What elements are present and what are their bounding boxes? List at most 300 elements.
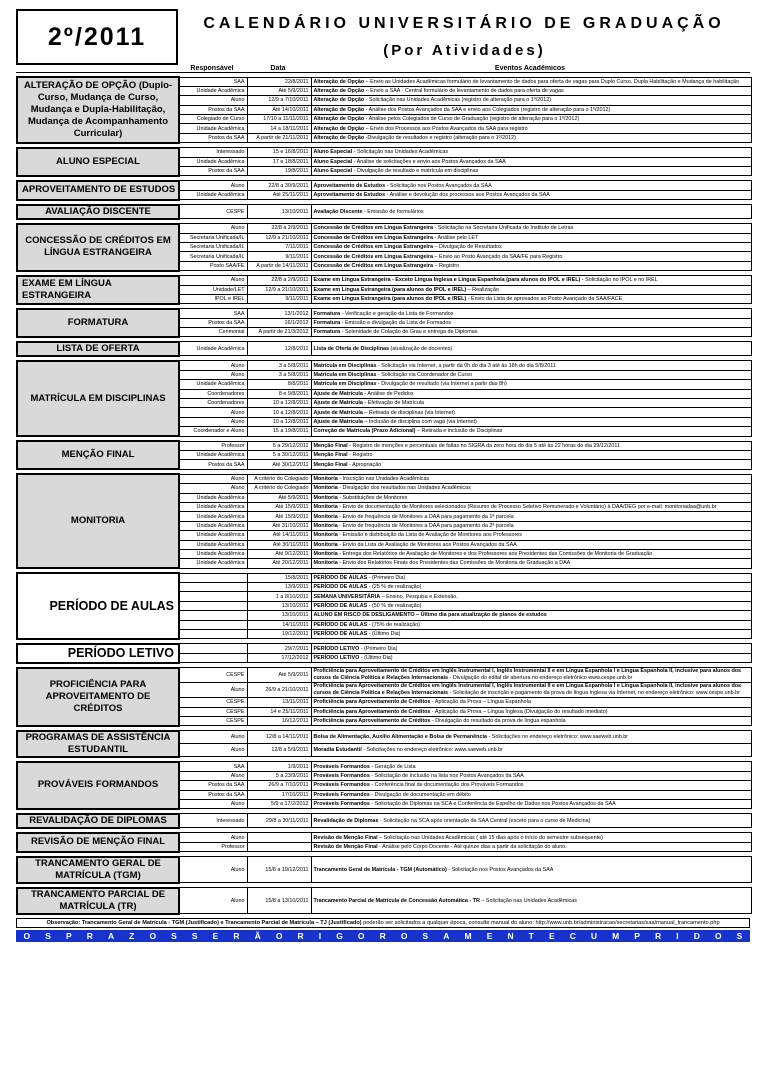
event-description: - Solicitações no endereço eletrônico: www.saeweb.unb.br bbox=[361, 747, 503, 754]
date-cell: 10 a 12/8/2011 bbox=[247, 399, 311, 408]
responsible-cell: CESPE bbox=[179, 668, 247, 683]
responsible-cell: Unidade Acadêmica bbox=[179, 502, 247, 511]
event-title: Monitoria bbox=[313, 522, 338, 529]
date-cell: 22/8 a 2/9/2011 bbox=[247, 224, 311, 233]
event-cell bbox=[311, 408, 751, 417]
date-cell: A critério do Colegiado bbox=[247, 474, 311, 483]
responsible-cell: Unidade Acadêmica bbox=[179, 549, 247, 558]
section-15 bbox=[16, 761, 752, 810]
date-cell: Até 30/12/2011 bbox=[247, 460, 311, 469]
event-description: - Geração de Lista bbox=[369, 763, 416, 770]
date-cell: 15 e 16/8/2011 bbox=[247, 148, 311, 157]
event-title: PERÍODO DE AULAS bbox=[313, 631, 368, 638]
category-label: PERÍODO LETIVO bbox=[17, 644, 179, 663]
event-title: Aluno Especial bbox=[313, 158, 353, 165]
event-cell bbox=[311, 630, 751, 639]
event-cell bbox=[311, 389, 751, 398]
column-header-data: Data bbox=[246, 65, 310, 73]
date-cell: 14/11/2011 bbox=[247, 620, 311, 629]
event-cell bbox=[311, 620, 751, 629]
footer-letter: Ã bbox=[254, 930, 261, 941]
date-cell: Até 14/11/2011 bbox=[247, 531, 311, 540]
category-label: MENÇÃO FINAL bbox=[17, 441, 179, 469]
event-title: Monitoria bbox=[313, 513, 338, 520]
column-header-eventos: Eventos Acadêmicos bbox=[310, 65, 750, 73]
event-cell bbox=[311, 521, 751, 530]
event-title: Monitoria bbox=[313, 551, 338, 558]
responsible-cell: Unidade Acadêmica bbox=[179, 521, 247, 530]
event-title: Formatura bbox=[313, 329, 341, 336]
event-cell bbox=[311, 762, 751, 771]
event-description: - Divulgação de documentação em débito bbox=[369, 791, 471, 798]
footer-letter: R bbox=[297, 930, 304, 941]
category-label: EXAME EM LÍNGUA ESTRANGEIRA bbox=[17, 276, 179, 304]
event-cell bbox=[311, 460, 751, 469]
event-title: Monitoria bbox=[313, 503, 338, 510]
date-cell: 5 a 29/12/2011 bbox=[247, 441, 311, 450]
event-cell bbox=[311, 573, 751, 582]
responsible-cell bbox=[179, 644, 247, 653]
event-title: Proficiência para Aproveitamento de Créditos bbox=[313, 708, 431, 715]
date-cell: 15/8 a 13/10/2011 bbox=[247, 888, 311, 914]
event-title: Aluno Especial bbox=[313, 168, 353, 175]
footer-letter: E bbox=[486, 930, 493, 941]
event-description: - Divulgação do resultado da prova de língua espanhola bbox=[430, 718, 566, 725]
footer-letter: R bbox=[655, 930, 662, 941]
event-cell bbox=[311, 285, 751, 294]
event-row bbox=[17, 668, 751, 683]
date-cell: A partir de 14/11/2011 bbox=[247, 261, 311, 270]
event-description: - Solicitação de Diplomas na SCA e Conferência de Espelho de Dados nos Postos Avançados da SAA bbox=[369, 801, 616, 808]
date-cell: 17/10/2011 bbox=[247, 790, 311, 799]
date-cell: 22/8 a 30/9/2011 bbox=[247, 181, 311, 190]
event-description: - Aplicação da Prova – Língua Inglesa (Divulgação do resultado imediato) bbox=[430, 708, 608, 715]
event-row bbox=[17, 888, 751, 914]
event-description: - Entrega dos Relatórios de Avaliação de Monitores e dos Professores aos Presidentes das Comissões de Monitoria de Graduação bbox=[337, 551, 653, 558]
responsible-cell bbox=[179, 592, 247, 601]
event-title: Aluno Especial bbox=[313, 149, 353, 156]
event-description: – Retirada de disciplinas (via Internet) bbox=[362, 409, 455, 416]
date-cell: A critério do Colegiado bbox=[247, 484, 311, 493]
responsible-cell: Unidade Acadêmica bbox=[179, 157, 247, 166]
event-description: - Envio da Lista de Avaliação de Monitores aos Postos Avançados da SAA bbox=[337, 541, 517, 548]
event-title: Alteração de Opção bbox=[313, 116, 365, 123]
responsible-cell: Aluno bbox=[179, 683, 247, 698]
event-description: – Registro bbox=[433, 262, 460, 269]
event-description: -Divulgação de resultados e registro (alteração para o 1º/2012) bbox=[364, 135, 516, 142]
event-row bbox=[17, 181, 751, 190]
event-title: Proficiência para Aproveitamento de Créditos bbox=[313, 699, 431, 706]
event-description: - Envio dos Relatórios Finais dos Presidentes das Comissões de Monitoria de Graduação a DAA bbox=[337, 560, 571, 567]
event-cell bbox=[311, 744, 751, 757]
event-description: - (Último Dia) bbox=[359, 655, 393, 661]
responsible-cell: Interessado bbox=[179, 148, 247, 157]
event-description: - Verificação e geração da Lista de Formandos bbox=[340, 310, 454, 317]
event-title: Ajuste de Matrícula bbox=[313, 400, 363, 407]
event-description: - (75% de realização) bbox=[367, 621, 420, 628]
event-description: - Conferência final de documentação dos Prováveis Formandos bbox=[369, 782, 524, 789]
date-cell: 5 a 23/9/2011 bbox=[247, 771, 311, 780]
event-description: - Solicitação de inscrição e pagamento da prova de língua inglesa via Internet, no endereço eletrônico: www.cespe.unb.br bbox=[448, 690, 740, 697]
responsible-cell: Unidade Acadêmica bbox=[179, 559, 247, 568]
event-title: Concessão de Créditos em Língua Estrangeira bbox=[313, 234, 434, 241]
date-cell bbox=[247, 833, 311, 842]
responsible-cell: Aluno bbox=[179, 888, 247, 914]
date-cell: Até 25/11/2011 bbox=[247, 190, 311, 199]
date-cell: 13/10/2011 bbox=[247, 601, 311, 610]
responsible-cell: Aluno bbox=[179, 474, 247, 483]
section-19 bbox=[16, 887, 752, 915]
event-title: Monitoria bbox=[313, 541, 338, 548]
date-cell: A partir de 21/3/2012 bbox=[247, 328, 311, 337]
event-description: – Realização bbox=[466, 286, 499, 293]
date-cell: 10 a 12/8/2011 bbox=[247, 408, 311, 417]
event-title: Concessão de Créditos em Língua Estrangeira bbox=[313, 244, 434, 251]
event-description: – Solicitação nas Unidades Acadêmicas ( até 15 dias após o início do semestre subsequente) bbox=[377, 834, 603, 841]
event-description: - Solicitação nos Postos Avançados da SAA bbox=[385, 182, 492, 189]
event-description: - Aplicação da Prova – Língua Espanhola bbox=[430, 699, 531, 706]
date-cell: 17 e 18/8/2011 bbox=[247, 157, 311, 166]
section-16 bbox=[16, 813, 752, 829]
event-description: - Divulgação de resultado e matrícula em disciplinas bbox=[352, 168, 479, 175]
event-title: Alteração de Opção bbox=[313, 97, 365, 104]
header-spacer bbox=[16, 65, 178, 73]
event-description: – Solicitação nas Unidades Acadêmicas bbox=[479, 897, 577, 904]
event-cell bbox=[311, 540, 751, 549]
date-cell: 1 a 8/10/2011 bbox=[247, 592, 311, 601]
event-title: Menção Final bbox=[313, 442, 348, 449]
footer-letter: Z bbox=[129, 930, 135, 941]
event-cell bbox=[311, 771, 751, 780]
event-title: Monitoria bbox=[313, 485, 338, 492]
event-row bbox=[17, 441, 751, 450]
date-cell: Até 15/9/2011 bbox=[247, 502, 311, 511]
event-description: - Solicitação na SCA após orientação da SAA Central (exceto para o curso de Medicina) bbox=[378, 817, 591, 824]
event-title: Proficiência para Aproveitamento de Créditos bbox=[313, 718, 431, 725]
footer-letter: R bbox=[86, 930, 93, 941]
event-title: Concessão de Créditos em Língua Estrangeira bbox=[313, 225, 434, 232]
date-cell: 15 a 19/8/2011 bbox=[247, 427, 311, 436]
section-12 bbox=[16, 643, 752, 664]
responsible-cell: Aluno bbox=[179, 417, 247, 426]
event-description: - Emissão e distribuição da Lista de Avaliação de Monitores aos Professores bbox=[337, 532, 522, 539]
event-title: Monitoria bbox=[313, 560, 338, 567]
event-title: ALUNO EM RISCO DE DESLIGAMENTO – Último dia para atualização de planos de estudos bbox=[313, 612, 547, 619]
event-description: - (Último Dia) bbox=[367, 631, 401, 638]
section-9 bbox=[16, 440, 752, 470]
footer-letter: O bbox=[400, 930, 408, 941]
event-title: Menção Final bbox=[313, 452, 348, 459]
responsible-cell bbox=[179, 601, 247, 610]
event-description: - Inscrição nas Unidades Acadêmicas bbox=[337, 475, 430, 482]
responsible-cell: Secretaria Unificada/IL bbox=[179, 252, 247, 261]
section-2 bbox=[16, 180, 752, 201]
date-cell: 22/8/2011 bbox=[247, 77, 311, 86]
event-description: - Análise pelo LET bbox=[433, 234, 479, 241]
event-description: – Divulgação de Resultados bbox=[433, 244, 502, 251]
event-description: - Envio de documentação de Monitores selecionados (Resumo de Processo Seletivo Remunerado e Voluntário) à DAA/DEG por e-mail: monitoriadaa@unb.br bbox=[337, 503, 717, 510]
event-row bbox=[17, 361, 751, 370]
date-cell: 14 a 18/11/2011 bbox=[247, 124, 311, 133]
event-title: PERÍODO DE AULAS bbox=[313, 621, 368, 628]
date-cell: Até 5/9/2011 bbox=[247, 668, 311, 683]
footer-letter: D bbox=[693, 930, 700, 941]
event-description: - Envio da Lista de aprovados ao Posto Avançado da SAA/FACE bbox=[466, 296, 623, 303]
responsible-cell: Aluno bbox=[179, 361, 247, 370]
event-description: - Divulgação de resultado (via Internet a partir das 8h) bbox=[376, 381, 507, 388]
event-cell bbox=[311, 370, 751, 379]
responsible-cell: Posto SAA/FE bbox=[179, 261, 247, 270]
event-cell bbox=[311, 318, 751, 327]
category-label: TRANCAMENTO PARCIAL DE MATRÍCULA (TR) bbox=[17, 888, 179, 914]
event-title: Monitoria bbox=[313, 475, 338, 482]
event-description: – Inclusão de disciplina com vaga (via Internet) bbox=[362, 419, 477, 426]
footer-letter: U bbox=[590, 930, 598, 941]
responsible-cell: Secretaria Unificada/IL bbox=[179, 233, 247, 242]
calendar-subtitle: (Por Atividades) bbox=[383, 42, 546, 60]
event-title: Formatura bbox=[313, 310, 341, 317]
date-cell: Até 14/10/2011 bbox=[247, 105, 311, 114]
section-7 bbox=[16, 341, 752, 357]
event-title: Prováveis Formandos bbox=[313, 801, 370, 808]
date-cell: 22/8 a 2/9/2011 bbox=[247, 276, 311, 285]
event-cell bbox=[311, 549, 751, 558]
event-title: Revisão de Menção Final bbox=[313, 834, 378, 841]
responsible-cell: Aluno bbox=[179, 833, 247, 842]
event-cell bbox=[311, 484, 751, 493]
category-label: ALUNO ESPECIAL bbox=[17, 148, 179, 176]
event-cell bbox=[311, 611, 751, 620]
date-cell: 12/8/2011 bbox=[247, 342, 311, 356]
event-cell bbox=[311, 105, 751, 114]
footer-letter: S bbox=[191, 930, 198, 941]
footer-letter: S bbox=[45, 930, 51, 941]
event-cell bbox=[311, 224, 751, 233]
category-label: TRANCAMENTO GERAL DE MATRÍCULA (TGM) bbox=[17, 857, 179, 883]
responsible-cell bbox=[179, 653, 247, 662]
event-title: Revisão de Menção Final bbox=[313, 843, 378, 850]
event-title: Prováveis Formandos bbox=[313, 791, 370, 798]
event-row bbox=[17, 474, 751, 483]
responsible-cell: Unidade Acadêmica bbox=[179, 380, 247, 389]
responsible-cell bbox=[179, 611, 247, 620]
responsible-cell: Aluno bbox=[179, 731, 247, 744]
footer-letter: G bbox=[336, 930, 343, 941]
event-description: – Envio as Unidades Acadêmicas formulário de levantamento de dados para oferta de vagas para Duplo Curso, Dupla Habilitação e Mudança de habilitação bbox=[364, 78, 740, 85]
date-cell: 12/9 a 21/10/2011 bbox=[247, 233, 311, 242]
date-cell: 13/10/2011 bbox=[247, 205, 311, 219]
section-11 bbox=[16, 572, 752, 640]
responsible-cell: Coordenador e Aluno bbox=[179, 427, 247, 436]
header-table bbox=[16, 9, 752, 65]
footer-letter: P bbox=[634, 930, 640, 941]
date-cell: 1/9/2011 bbox=[247, 762, 311, 771]
event-description: - Apropriação bbox=[347, 461, 382, 468]
event-title: Alteração de Opção bbox=[313, 106, 365, 113]
year-box: 2º/2011 bbox=[17, 10, 177, 64]
event-description: - Análise pelo Corpo Docente - Até quinze dias a partir da solicitação do aluno. bbox=[377, 843, 567, 850]
event-title: PERÍODO LETIVO bbox=[313, 655, 360, 661]
event-description: – Envio dos Processos aos Postos Avançados da SAA para registro bbox=[364, 125, 528, 132]
event-description: - Solenidade de Colação de Grau e entrega de Diplomas bbox=[340, 329, 478, 336]
date-cell: 15/8 a 19/12/2011 bbox=[247, 857, 311, 883]
responsible-cell: Postos da SAA bbox=[179, 781, 247, 790]
responsible-cell: Unidade Acadêmica bbox=[179, 512, 247, 521]
event-row bbox=[17, 148, 751, 157]
date-cell: 29/8 a 30/11/2011 bbox=[247, 814, 311, 828]
date-cell: 13/9/2011 bbox=[247, 583, 311, 592]
event-cell bbox=[311, 583, 751, 592]
event-cell bbox=[311, 781, 751, 790]
footer-letter: M bbox=[464, 930, 472, 941]
event-cell bbox=[311, 698, 751, 707]
event-row bbox=[17, 205, 751, 219]
responsible-cell: Coordenadores bbox=[179, 389, 247, 398]
event-cell bbox=[311, 276, 751, 285]
date-cell: 17/10 a 11/11/2011 bbox=[247, 115, 311, 124]
event-title: Aproveitamento de Estudos bbox=[313, 191, 386, 198]
category-label: PROVÁVEIS FORMANDOS bbox=[17, 762, 179, 809]
event-cell bbox=[311, 148, 751, 157]
date-cell: Até 9/12/2011 bbox=[247, 549, 311, 558]
event-cell bbox=[311, 261, 751, 270]
date-cell: 3 a 5/8/2011 bbox=[247, 361, 311, 370]
event-title: Ajuste de Matrícula bbox=[313, 409, 363, 416]
event-cell bbox=[311, 814, 751, 828]
event-description: - (25 % de realização) bbox=[367, 584, 422, 591]
event-cell bbox=[311, 133, 751, 142]
responsible-cell: Professor bbox=[179, 441, 247, 450]
event-description: - Registro bbox=[347, 452, 373, 459]
responsible-cell: Aluno bbox=[179, 181, 247, 190]
event-cell bbox=[311, 124, 751, 133]
event-cell bbox=[311, 342, 751, 356]
event-cell bbox=[311, 833, 751, 842]
responsible-cell: Postos da SAA bbox=[179, 133, 247, 142]
event-title: Lista de Oferta de Disciplinas bbox=[313, 345, 389, 352]
responsible-cell: Unidade Acadêmica bbox=[179, 531, 247, 540]
date-cell: 9/11/2011 bbox=[247, 252, 311, 261]
responsible-cell: Unidade Acadêmica bbox=[179, 493, 247, 502]
event-title: Exame em Língua Estrangeira (para alunos do IPOL e IREL) bbox=[313, 296, 467, 303]
event-title: PERÍODO LETIVO bbox=[313, 645, 360, 652]
event-cell bbox=[311, 644, 751, 653]
event-description: - (Primeiro Dia) bbox=[367, 574, 406, 581]
responsible-cell: CESPE bbox=[179, 205, 247, 219]
event-cell bbox=[311, 252, 751, 261]
event-description: - Análise pelos Colegiados de Curso de Graduação (registro de alteração para o 1º/2012) bbox=[364, 116, 580, 123]
responsible-cell: Unidade Acadêmica bbox=[179, 86, 247, 95]
event-cell bbox=[311, 799, 751, 808]
event-description: - Registro de menções e percentuais de faltas no SIGRA da zero hora do dia 5 até às 22 horas do dia 29/12/2011 bbox=[347, 442, 620, 449]
event-cell bbox=[311, 294, 751, 303]
footer-letter: T bbox=[528, 930, 534, 941]
event-title: Alteração de Opção bbox=[313, 78, 365, 85]
responsible-cell: Postos da SAA bbox=[179, 790, 247, 799]
event-title: Concessão de Créditos em Língua Estrangeira bbox=[313, 253, 434, 260]
date-cell: 17/12/2012 bbox=[247, 653, 311, 662]
event-title: Proficiência para Aproveitamento de Créditos em Inglês Instrumental I, Inglês Instrumental II e em Língua Espanhola I e Língua Espanhola II, inclusive para alunos dos cursos de Ciência Política e Relações Internacionais bbox=[313, 683, 742, 697]
event-title: Moradia Estudantil bbox=[313, 747, 362, 754]
date-cell: 7/11/2011 bbox=[247, 242, 311, 251]
event-description: - (50 % de realização) bbox=[367, 603, 422, 610]
category-label: AVALIAÇÃO DISCENTE bbox=[17, 205, 179, 219]
event-description: - Análise de solicitações e envio aos Postos Avançados da SAA bbox=[352, 158, 506, 165]
footer-letter: A bbox=[107, 930, 115, 941]
section-5 bbox=[16, 275, 752, 305]
event-title: Formatura bbox=[313, 319, 341, 326]
event-title: Correção de Matrícula (Prazo Adicional) bbox=[313, 428, 416, 435]
responsible-cell: Aluno bbox=[179, 96, 247, 105]
event-description: - Solicitação nas Unidades Acadêmicas (registro de alteração para o 1º/2012) bbox=[364, 97, 551, 104]
event-title: Trancamento Parcial de Matrícula de Concessão Automática - TR bbox=[313, 897, 480, 904]
section-3 bbox=[16, 204, 752, 220]
event-title: Matrícula em Disciplinas bbox=[313, 372, 377, 379]
footer-letter: O bbox=[149, 930, 157, 941]
event-cell bbox=[311, 790, 751, 799]
responsible-cell bbox=[179, 620, 247, 629]
event-cell bbox=[311, 205, 751, 219]
date-cell: 12/9 a 7/10/2011 bbox=[247, 96, 311, 105]
event-cell bbox=[311, 417, 751, 426]
responsible-cell: Unidade/LET bbox=[179, 285, 247, 294]
observation-note bbox=[16, 918, 750, 928]
date-cell: Até 5/9/2011 bbox=[247, 493, 311, 502]
event-cell bbox=[311, 77, 751, 86]
date-cell: 13/11/2011 bbox=[247, 698, 311, 707]
footer-letter: R bbox=[233, 930, 240, 941]
responsible-cell: Unidade Acadêmica bbox=[179, 342, 247, 356]
event-cell bbox=[311, 474, 751, 483]
date-cell: 16/12/2011 bbox=[247, 716, 311, 725]
responsible-cell: Postos da SAA bbox=[179, 460, 247, 469]
event-description: - Efetivação de Matrícula bbox=[362, 400, 425, 407]
event-title: Menção Final bbox=[313, 461, 348, 468]
responsible-cell: Unidade Acadêmica bbox=[179, 540, 247, 549]
event-description: - Envio de frequência de Monitores a DAA para pagamento da 1ª parcela bbox=[337, 513, 514, 520]
deadline-warning-bar bbox=[16, 930, 750, 942]
date-cell: 12/8 a 14/11/2011 bbox=[247, 731, 311, 744]
footer-letter: R bbox=[379, 930, 386, 941]
event-cell bbox=[311, 888, 751, 914]
event-description: – Retirada e inclusão de Disciplinas bbox=[415, 428, 503, 435]
event-cell bbox=[311, 427, 751, 436]
responsible-cell: CESPE bbox=[179, 716, 247, 725]
event-title: Monitoria bbox=[313, 494, 338, 501]
event-cell bbox=[311, 309, 751, 318]
event-description: - Envio de frequência de Monitores a DAA para pagamento da 2ª parcela bbox=[337, 522, 514, 529]
event-title: PERÍODO DE AULAS bbox=[313, 584, 368, 591]
event-cell bbox=[311, 531, 751, 540]
responsible-cell: Interessado bbox=[179, 814, 247, 828]
responsible-cell: Aluno bbox=[179, 857, 247, 883]
responsible-cell: Aluno bbox=[179, 276, 247, 285]
responsible-cell: Cerimonial bbox=[179, 328, 247, 337]
date-cell: 10 a 12/8/2011 bbox=[247, 417, 311, 426]
event-cell bbox=[311, 441, 751, 450]
event-title: Alteração de Opção bbox=[313, 135, 365, 142]
calendar-title: CALENDÁRIO UNIVERSITÁRIO DE GRADUAÇÃO bbox=[203, 14, 725, 32]
event-cell bbox=[311, 181, 751, 190]
event-description: - Solicitação de inclusão na lista nos Postos Avançados da SAA bbox=[369, 772, 524, 779]
date-cell: Até 31/10/2011 bbox=[247, 521, 311, 530]
section-13 bbox=[16, 667, 752, 727]
category-label: PROGRAMAS DE ASSISTÊNCIA ESTUDANTIL bbox=[17, 731, 179, 757]
event-cell bbox=[311, 86, 751, 95]
event-row bbox=[17, 276, 751, 285]
date-cell: Até 30/11/2011 bbox=[247, 540, 311, 549]
responsible-cell: Postos da SAA bbox=[179, 105, 247, 114]
